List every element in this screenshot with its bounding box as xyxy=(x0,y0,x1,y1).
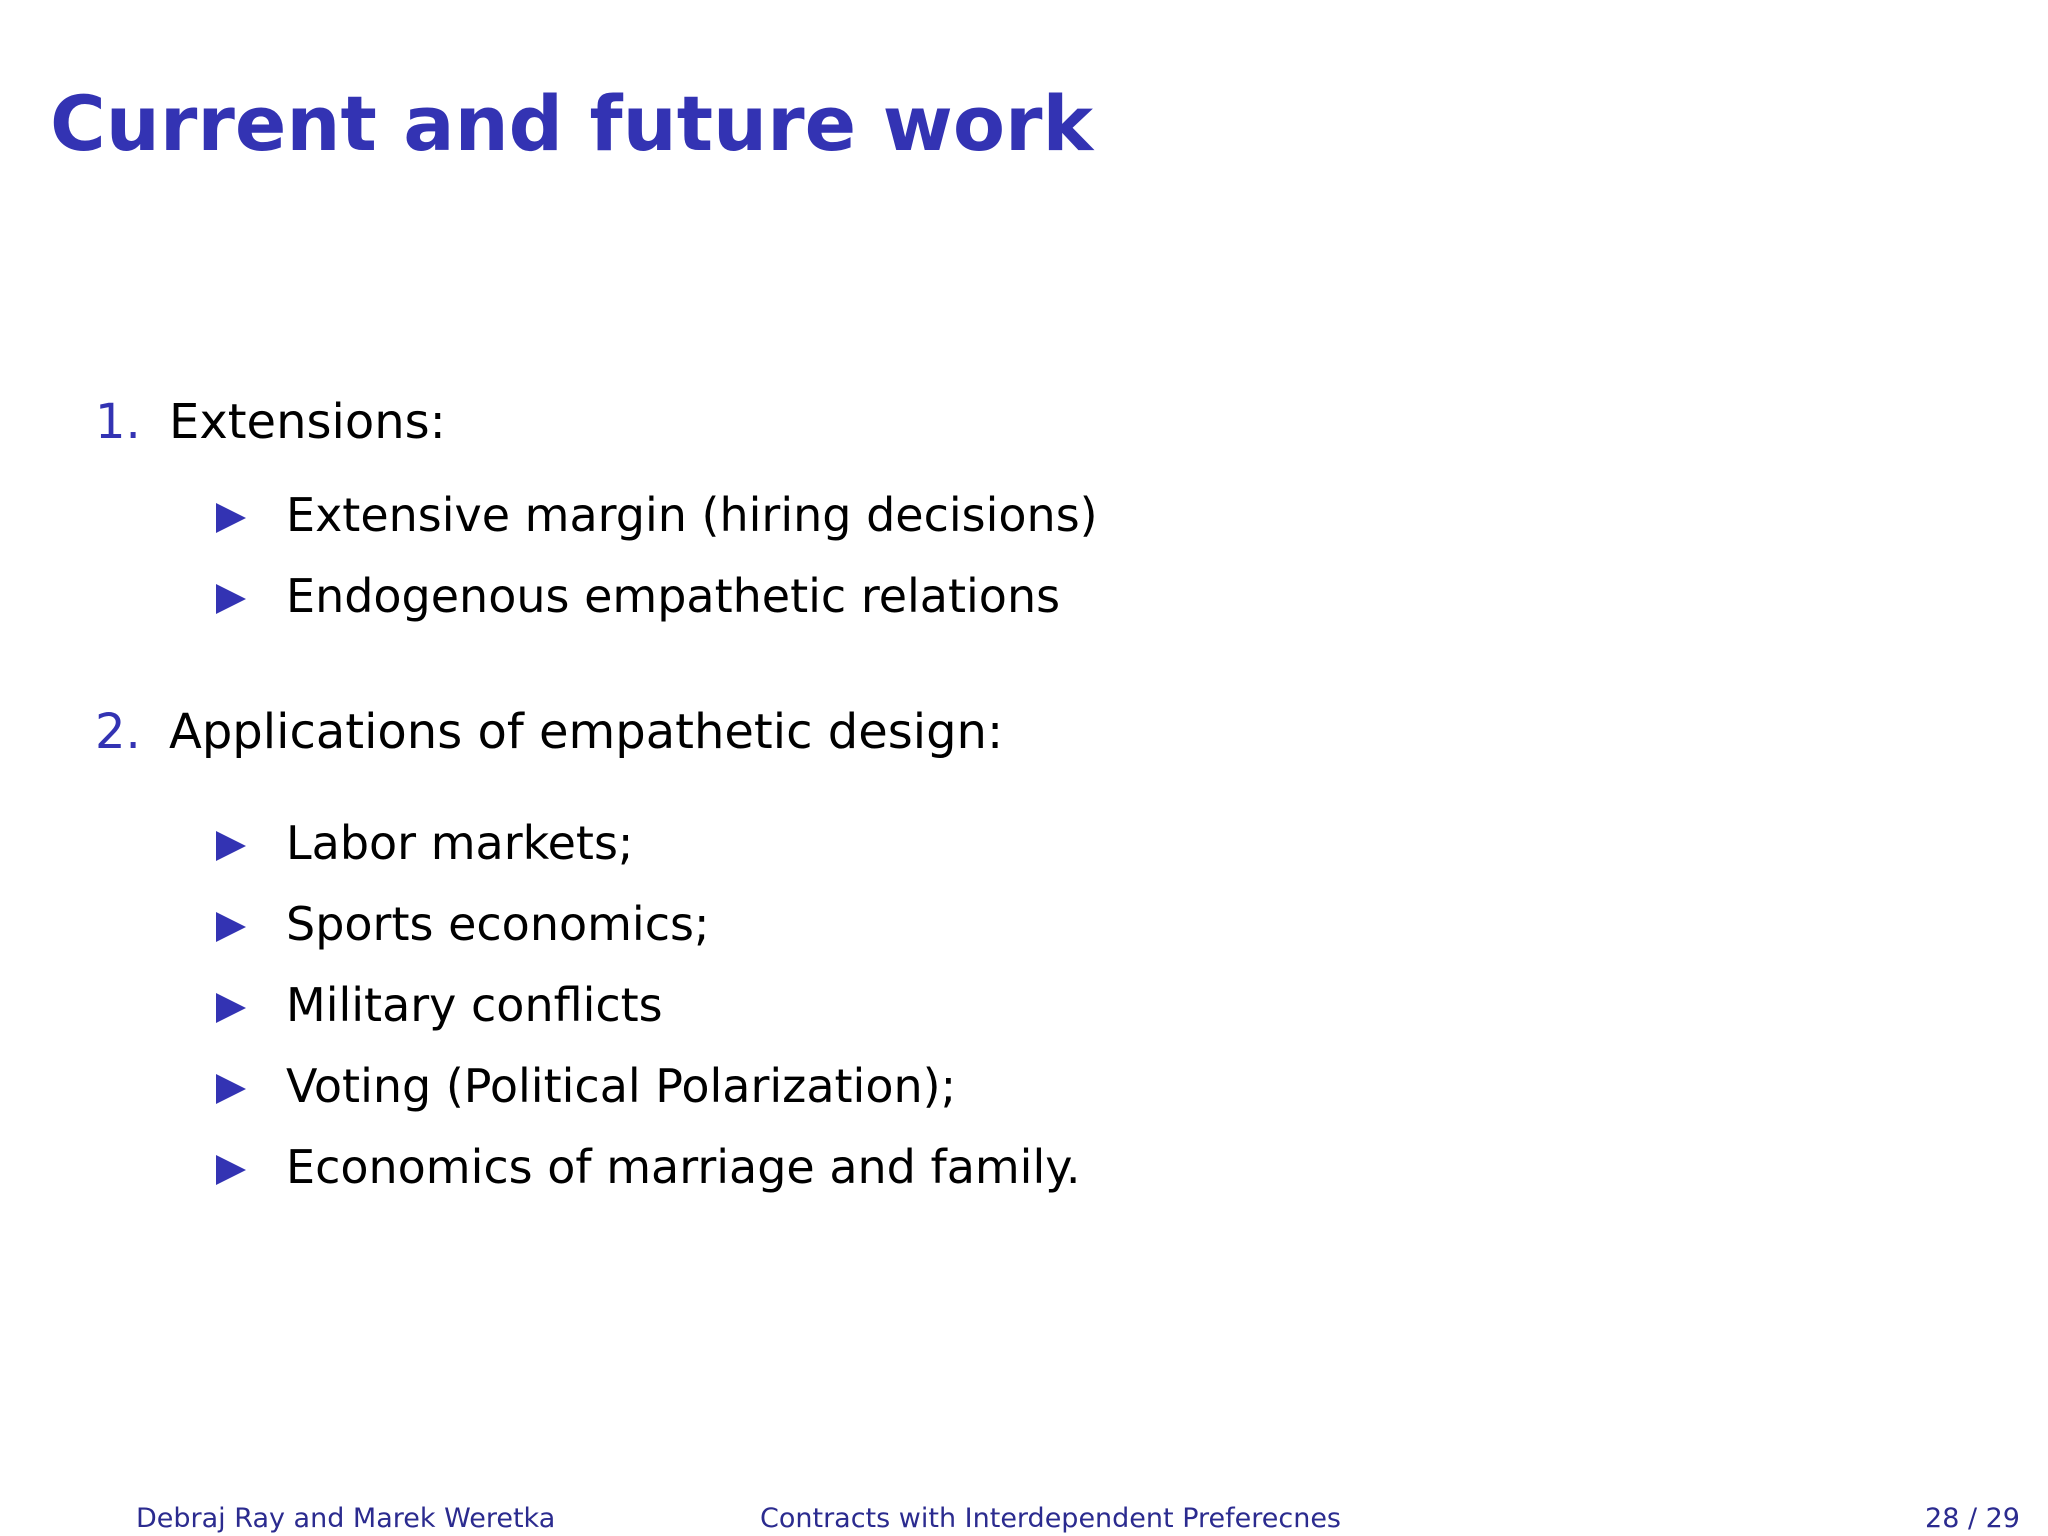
triangle-bullet-icon xyxy=(216,831,246,861)
footer-title: Contracts with Interdependent Preferecnes xyxy=(760,1503,1342,1534)
sub-item-text: Military conflicts xyxy=(286,978,663,1032)
triangle-bullet-icon xyxy=(216,584,246,614)
sub-item xyxy=(216,486,1098,544)
list-item-number: 2. xyxy=(95,704,141,760)
triangle-bullet-icon xyxy=(216,1155,246,1185)
sub-item xyxy=(216,1138,1081,1196)
list-item-text: Extensions: xyxy=(169,394,446,450)
sub-item-text: Voting (Political Polarization); xyxy=(286,1059,957,1113)
list-item-2 xyxy=(95,702,1003,762)
footer-page-number: 28 / 29 xyxy=(1925,1503,2020,1534)
triangle-bullet-icon xyxy=(216,1074,246,1104)
slide-title: Current and future work xyxy=(50,79,1094,168)
triangle-bullet-icon xyxy=(216,503,246,533)
triangle-bullet-icon xyxy=(216,912,246,942)
list-item-1 xyxy=(95,392,446,452)
sub-item-text: Endogenous empathetic relations xyxy=(286,569,1061,623)
sub-item xyxy=(216,895,709,953)
footer-authors: Debraj Ray and Marek Weretka xyxy=(136,1503,556,1534)
triangle-bullet-icon xyxy=(216,993,246,1023)
list-item-text: Applications of empathetic design: xyxy=(169,704,1004,760)
sub-item-text: Sports economics; xyxy=(286,897,710,951)
sub-item xyxy=(216,814,633,872)
sub-item xyxy=(216,1057,956,1115)
sub-item xyxy=(216,976,663,1034)
list-item-number: 1. xyxy=(95,394,141,450)
sub-item-text: Labor markets; xyxy=(286,816,634,870)
sub-item-text: Extensive margin (hiring decisions) xyxy=(286,488,1098,542)
sub-item xyxy=(216,567,1060,625)
sub-item-text: Economics of marriage and family. xyxy=(286,1140,1081,1194)
